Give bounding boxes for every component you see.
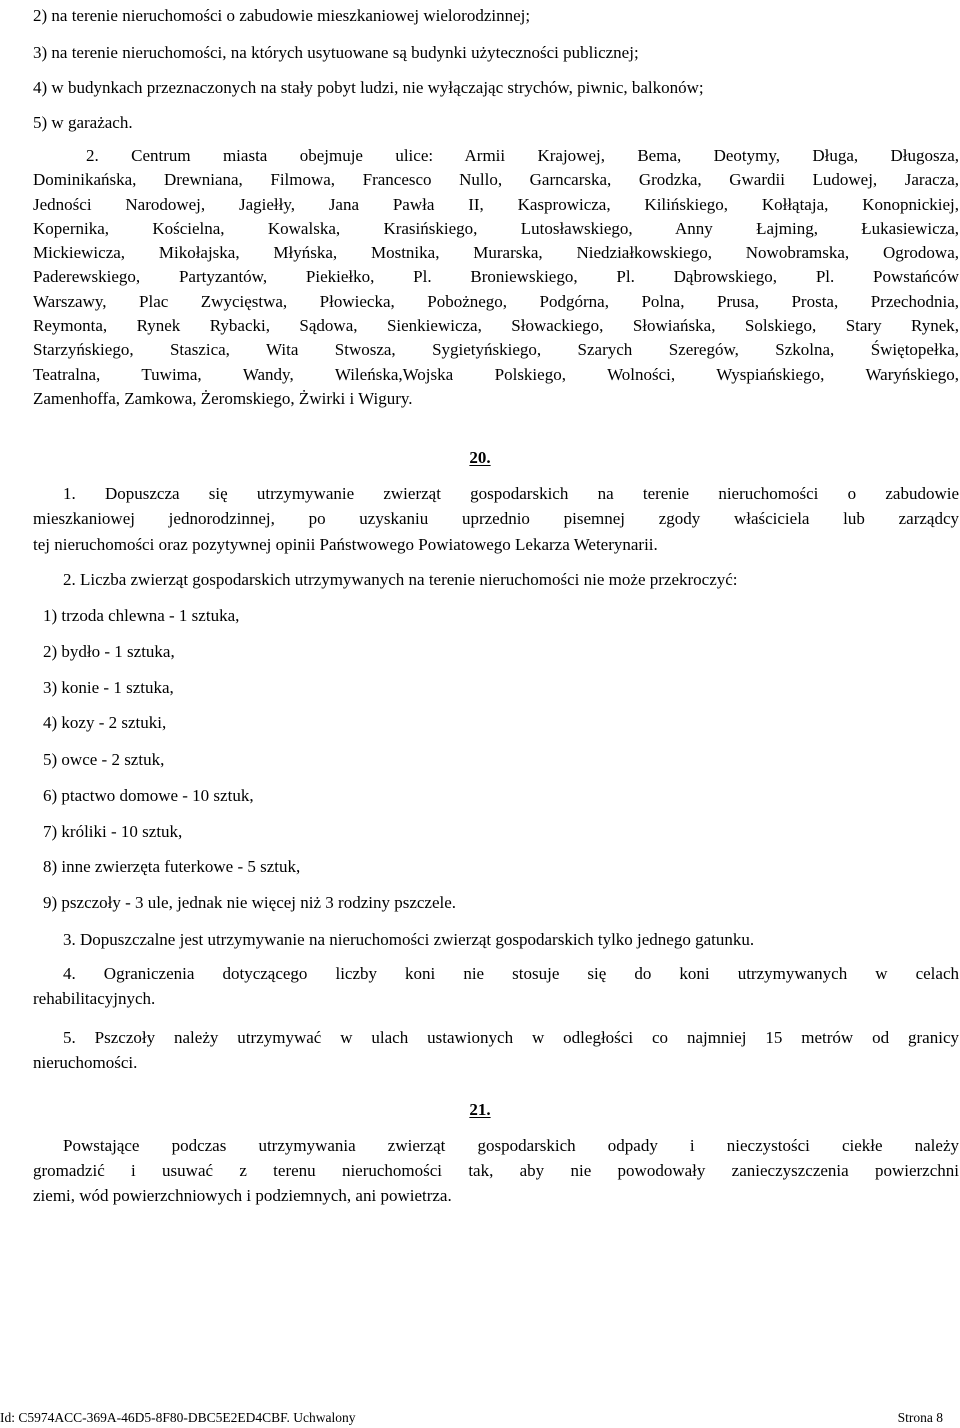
paragraph-line: 1. Dopuszcza się utrzymywanie zwierząt gospodarskich na terenie nieruchomości o zabudowie [63,484,959,503]
list-item: 9) pszczoły - 3 ule, jednak nie więcej niż 3 rodziny pszczele. [43,893,457,912]
list-item: 3) konie - 1 sztuka, [43,678,174,697]
paragraph-20-2: 2. Liczba zwierząt gospodarskich utrzymywanych na terenie nieruchomości nie może przekroczyć: [63,570,738,589]
paragraph-line: nieruchomości. [33,1053,138,1072]
paragraph-line: 4. Ograniczenia dotyczącego liczby koni nie stosuje się do koni utrzymywanych w celach [63,964,959,983]
list-item: 4) kozy - 2 sztuki, [43,713,167,732]
paragraph-line: Powstające podczas utrzymywania zwierząt gospodarskich odpady i nieczystości ciekłe należy [63,1136,959,1155]
page-number: Strona 8 [897,1410,943,1425]
paragraph-20-1 [33,484,959,559]
paragraph-line: Zamenhoffa, Zamkowa, Żeromskiego, Żwirki i Wigury. [33,388,413,408]
paragraph-line: Dominikańska, Drewniana, Filmowa, Francesco Nullo, Garncarska, Grodzka, Gwardii Ludowej, Jaracza, [33,170,959,190]
paragraph-20-5 [33,1028,959,1077]
paragraph-line: Starzyńskiego, Staszica, Wita Stwosza, Sygietyńskiego, Szarych Szeregów, Szkolna, Świętopełka, [33,340,959,360]
document-id: Id: C5974ACC-369A-46D5-8F80-DBC5E2ED4CBF. Uchwalony [0,1410,356,1425]
section-heading [0,448,960,468]
list-item: 6) ptactwo domowe - 10 sztuk, [43,786,254,805]
list-item: 5) w garażach. [33,113,133,132]
paragraph-line: tej nieruchomości oraz pozytywnej opinii Państwowego Powiatowego Lekarza Weterynarii. [33,535,658,554]
list-item: 2) bydło - 1 sztuka, [43,642,175,661]
paragraph-line: Paderewskiego, Partyzantów, Piekiełko, Pl. Broniewskiego, Pl. Dąbrowskiego, Pl. Powstańców [33,267,959,287]
paragraph-line: ziemi, wód powierzchniowych i podziemnych, ani powietrza. [33,1186,452,1205]
paragraph-line: 2. Centrum miasta obejmuje ulice: Armii Krajowej, Bema, Deotymy, Długa, Długosza, [86,146,959,165]
paragraph-line: Reymonta, Rynek Rybacki, Sądowa, Sienkiewicza, Słowackiego, Słowiańska, Solskiego, Stary Rynek, [33,316,959,336]
paragraph-centrum [33,146,959,413]
paragraph-20-4 [33,964,959,1013]
paragraph-line: 5. Pszczoły należy utrzymywać w ulach ustawionych w odległości co najmniej 15 metrów od granicy [63,1028,959,1047]
list-item: 7) króliki - 10 sztuk, [43,822,183,841]
list-item: 3) na terenie nieruchomości, na których usytuowane są budynki użyteczności publicznej; [33,43,639,62]
page-footer [0,1409,960,1428]
paragraph-line: Teatralna, Tuwima, Wandy, Wileńska,Wojska Polskiego, Wolności, Wyspiańskiego, Waryńskiego, [33,364,959,384]
section-heading [0,1100,960,1120]
list-item: 8) inne zwierzęta futerkowe - 5 sztuk, [43,857,301,876]
paragraph-line: Jedności Narodowej, Jagiełły, Jana Pawła II, Kasprowicza, Kilińskiego, Kołłątaja, Konopnickiej, [33,194,959,214]
paragraph-line: mieszkaniowej jednorodzinnej, po uzyskaniu uprzednio pisemnej zgody właściciela lub zarządcy [33,509,959,528]
section-number: 21. [469,1100,491,1119]
paragraph-line: gromadzić i usuwać z terenu nieruchomości tak, aby nie powodowały zanieczyszczenia powierzchni [33,1161,959,1180]
section-number: 20. [469,448,491,467]
paragraph-21 [33,1136,959,1210]
paragraph-20-3: 3. Dopuszczalne jest utrzymywanie na nieruchomości zwierząt gospodarskich tylko jednego gatunku. [63,930,755,949]
paragraph-line: Kopernika, Kościelna, Kowalska, Krasińskiego, Lutosławskiego, Anny Łajming, Łukasiewicza, [33,218,959,238]
list-item: 4) w budynkach przeznaczonych na stały pobyt ludzi, nie wyłączając strychów, piwnic, balkonów; [33,78,704,97]
list-item: 1) trzoda chlewna - 1 sztuka, [43,606,240,625]
paragraph-line: rehabilitacyjnych. [33,989,156,1008]
list-item: 2) na terenie nieruchomości o zabudowie mieszkaniowej wielorodzinnej; [33,6,531,25]
paragraph-line: Mickiewicza, Mikołajska, Młyńska, Mostnika, Murarska, Niedziałkowskiego, Nowobramska, Ogrodowa, [33,243,959,263]
list-item: 5) owce - 2 sztuk, [43,750,165,769]
paragraph-line: Warszawy, Plac Zwycięstwa, Płowiecka, Pobożnego, Podgórna, Polna, Prusa, Prosta, Przechodnia, [33,291,959,311]
